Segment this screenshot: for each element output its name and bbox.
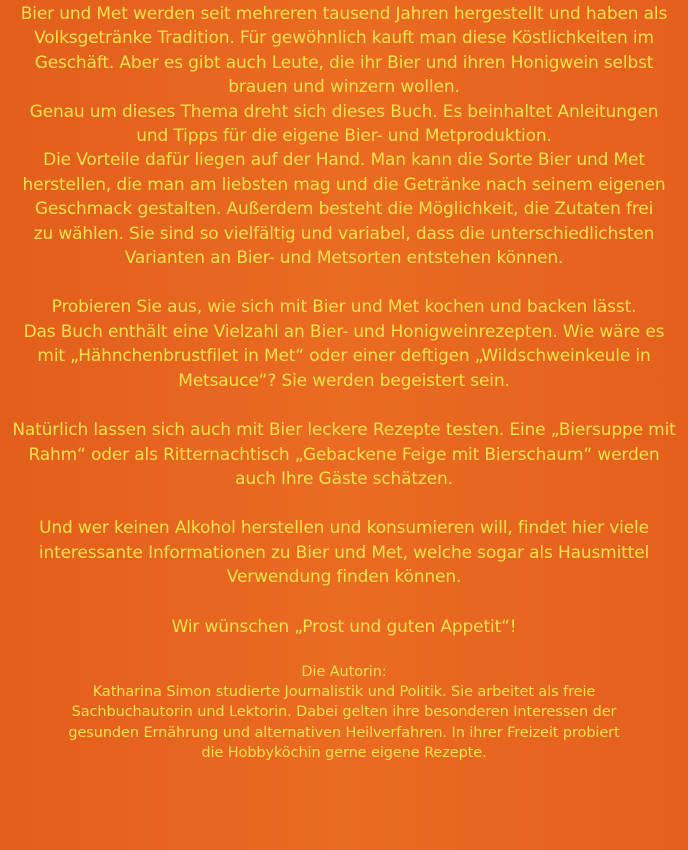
author-bio-line: Katharina Simon studierte Journalistik und Politik. Sie arbeitet als freie	[92, 684, 596, 701]
text-line: auch Ihre Gäste schätzen.	[235, 468, 453, 489]
intro-paragraph	[0, 2, 688, 270]
text-line: Natürlich lassen sich auch mit Bier leckere Rezepte testen. Eine „Biersuppe mit	[12, 420, 676, 441]
closing-line	[0, 615, 688, 639]
text-line: Und wer keinen Alkohol herstellen und konsumieren will, findet hier viele	[39, 518, 649, 539]
paragraph-gap	[0, 393, 688, 418]
paragraph-gap	[0, 590, 688, 615]
text-line: Varianten an Bier- und Metsorten entstehen können.	[124, 248, 564, 269]
text-line: Die Vorteile dafür liegen auf der Hand. Man kann die Sorte Bier und Met	[43, 150, 645, 171]
text-line: Geschmack gestalten. Außerdem besteht die Möglichkeit, die Zutaten frei	[34, 199, 654, 220]
author-heading: Die Autorin:	[301, 663, 387, 680]
text-line: Rahm“ oder als Ritternachtisch „Gebackene Feige mit Bierschaum“ werden	[28, 444, 660, 465]
text-line: Volksgetränke Tradition. Für gewöhnlich kauft man diese Köstlichkeiten im	[34, 28, 654, 49]
author-section	[0, 662, 688, 763]
author-bio-line: die Hobbyköchin gerne eigene Rezepte.	[201, 744, 487, 761]
text-line: zu wählen. Sie sind so vielfältig und variabel, dass die unterschiedlichsten	[33, 223, 655, 244]
alcohol-free-paragraph	[0, 516, 688, 589]
author-bio-line: Sachbuchautorin und Lektorin. Dabei gelten ihre besonderen Interessen der	[71, 704, 617, 721]
text-line: Verwendung finden können.	[226, 567, 462, 588]
text-line: und Tipps für die eigene Bier- und Metproduktion.	[136, 126, 552, 147]
text-line: interessante Informationen zu Bier und Met, welche sogar als Hausmittel	[38, 542, 650, 563]
met-recipes-paragraph	[0, 295, 688, 393]
paragraph-gap	[0, 270, 688, 295]
text-line: Das Buch enthält eine Vielzahl an Bier- und Honigweinrezepten. Wie wäre es	[23, 321, 665, 342]
author-bio-line: gesunden Ernährung und alternativen Heilverfahren. In ihrer Freizeit probiert	[68, 724, 620, 741]
text-line: brauen und winzern wollen.	[228, 77, 460, 98]
text-line: mit „Hähnchenbrustfilet in Met“ oder einer deftigen „Wildschweinkeule in	[37, 346, 651, 367]
text-line: Bier und Met werden seit mehreren tausend Jahren hergestellt und haben als	[20, 4, 668, 24]
text-line: Metsauce“? Sie werden begeistert sein.	[178, 370, 510, 391]
text-line: Genau um dieses Thema dreht sich dieses Buch. Es beinhaltet Anleitungen	[29, 101, 659, 122]
text-line: Probieren Sie aus, wie sich mit Bier und Met kochen und backen lässt.	[51, 297, 637, 318]
text-line: herstellen, die man am liebsten mag und die Getränke nach seinem eigenen	[22, 174, 666, 195]
paragraph-gap	[0, 491, 688, 516]
text-line: Geschäft. Aber es gibt auch Leute, die ihr Bier und ihren Honigwein selbst	[34, 52, 654, 73]
beer-recipes-paragraph	[0, 418, 688, 491]
text-line: Wir wünschen „Prost und guten Appetit“!	[171, 616, 517, 637]
